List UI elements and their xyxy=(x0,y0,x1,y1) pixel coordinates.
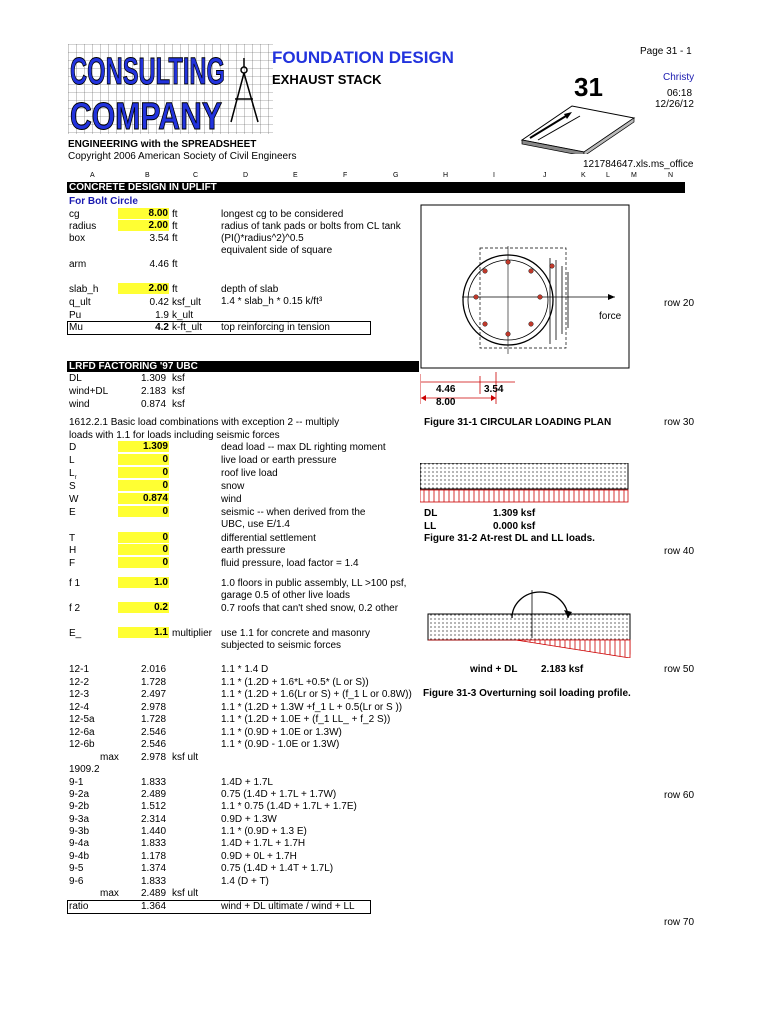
factor-desc: 0.7 roofs that can't shed snow, 0.2 other xyxy=(221,603,399,614)
row-desc: (PI()*radius^2)^0.5 xyxy=(221,233,304,244)
column-header: L xyxy=(606,172,610,179)
row-desc: equivalent side of square xyxy=(221,245,333,256)
load-desc: seismic -- when derived from the xyxy=(221,507,366,518)
row-value: 8.00 xyxy=(118,208,169,219)
row-label: Mu xyxy=(69,322,83,333)
combo-label: 9-4a xyxy=(69,838,90,849)
row-desc: top reinforcing in tension xyxy=(221,322,330,333)
row-value: 2.183 xyxy=(141,386,167,397)
combo-desc: 0.9D + 1.3W xyxy=(221,814,277,825)
engineering-tagline: ENGINEERING with the SPREADSHEET xyxy=(68,139,257,150)
load-value: 0 xyxy=(118,467,169,478)
row-marker: row 60 xyxy=(664,790,695,801)
max-label: max xyxy=(100,752,119,763)
figure-caption-2: Figure 31-2 At-rest DL and LL loads. xyxy=(424,533,595,544)
header-date: 12/26/12 xyxy=(655,99,694,110)
combo-value: 2.546 xyxy=(141,727,167,738)
load-desc: snow xyxy=(221,481,245,492)
row-marker: row 50 xyxy=(664,664,695,675)
combo-value: 1.728 xyxy=(141,677,167,688)
sheet-number: 31 xyxy=(574,72,603,102)
row-label: wind+DL xyxy=(69,386,109,397)
column-header: I xyxy=(493,172,495,179)
code-note: loads with 1.1 for loads including seismic forces xyxy=(69,430,280,441)
max-unit: ksf ult xyxy=(172,752,199,763)
max-unit: ksf ult xyxy=(172,888,199,899)
column-header: F xyxy=(343,172,348,179)
combo-value: 1.512 xyxy=(141,801,167,812)
row-desc: 1.4 * slab_h * 0.15 k/ft³ xyxy=(221,296,323,307)
load-label: $L_r$ xyxy=(69,468,77,481)
column-header: G xyxy=(393,172,399,179)
row-label: radius xyxy=(69,221,97,232)
factor-desc: subjected to seismic forces xyxy=(221,640,342,651)
load-value: 0 xyxy=(118,506,169,517)
column-header: M xyxy=(631,172,637,179)
row-label: slab_h xyxy=(69,284,99,295)
row-marker: row 40 xyxy=(664,546,695,557)
combo-desc: 1.1 * (0.9D + 1.0E or 1.3W) xyxy=(221,727,342,738)
load-desc: earth pressure xyxy=(221,545,286,556)
combo-desc: 1.1 * (1.2D + 1.3W +f_1 L + 0.5(Lr or S )) xyxy=(221,702,403,713)
file-name: 121784647.xls.ms_office xyxy=(583,159,694,170)
row-unit: ksf xyxy=(172,373,185,384)
row-label: q_ult xyxy=(69,297,91,308)
figure-at-rest-loads xyxy=(420,463,630,510)
combo-desc: 1.1 * (0.9D + 1.3 E) xyxy=(221,826,307,837)
combo-desc: 1.1 * (1.2D + 1.6(Lr or S) + (f_1 L or 0.8W)) xyxy=(221,689,412,700)
combo-value: 1.833 xyxy=(141,876,167,887)
row-value: 2.00 xyxy=(118,220,169,231)
load-label: W xyxy=(69,494,79,505)
figure-dl-label: DL xyxy=(424,508,438,519)
combo-value: 2.314 xyxy=(141,814,167,825)
combo-value: 1.833 xyxy=(141,777,167,788)
combo-label: 12-6b xyxy=(69,739,95,750)
row-value: 1.9 xyxy=(155,310,169,321)
combo-label: 9-1 xyxy=(69,777,84,788)
load-desc: roof live load xyxy=(221,468,278,479)
code-section: 1909.2 xyxy=(69,764,100,775)
figure-dim-cg: 8.00 xyxy=(436,397,456,408)
column-header: A xyxy=(90,172,95,179)
combo-label: 9-5 xyxy=(69,863,84,874)
column-header: E xyxy=(293,172,298,179)
combo-label: 12-4 xyxy=(69,702,90,713)
load-value: 0.874 xyxy=(118,493,169,504)
combo-desc: 1.4D + 1.7L xyxy=(221,777,273,788)
load-label: E xyxy=(69,507,76,518)
factor-desc: 1.0 floors in public assembly, LL >100 psf, xyxy=(221,578,407,589)
load-desc: fluid pressure, load factor = 1.4 xyxy=(221,558,359,569)
figure-overturning-profile xyxy=(426,590,632,661)
factor-value: 0.2 xyxy=(118,602,169,613)
page-number: Page 31 - 1 xyxy=(640,46,692,57)
row-label: DL xyxy=(69,373,82,384)
factor-desc: use 1.1 for concrete and masonry xyxy=(221,628,370,639)
load-label: S xyxy=(69,481,76,492)
combo-desc: 1.4D + 1.7L + 1.7H xyxy=(221,838,306,849)
row-unit: ft xyxy=(172,233,178,244)
figure-dl-value: 1.309 ksf xyxy=(493,508,536,519)
section-heading-lrfd: LRFD FACTORING '97 UBC xyxy=(67,361,419,372)
combo-label: 12-6a xyxy=(69,727,95,738)
load-value: 0 xyxy=(118,480,169,491)
row-unit: k-ft_ult xyxy=(172,322,203,333)
max-value: 2.978 xyxy=(141,752,167,763)
combo-value: 1.440 xyxy=(141,826,167,837)
copyright-text: Copyright 2006 American Society of Civil Engineers xyxy=(68,151,297,162)
row-unit: k_ult xyxy=(172,310,194,321)
factor-desc: garage 0.5 of other live loads xyxy=(221,590,350,601)
load-desc: live load or earth pressure xyxy=(221,455,337,466)
row-value: 3.54 xyxy=(149,233,169,244)
row-value: 0.42 xyxy=(149,297,169,308)
page-subtitle: EXHAUST STACK xyxy=(272,72,382,87)
column-header: N xyxy=(668,172,674,179)
figure-wind-dl-value: 2.183 ksf xyxy=(541,664,584,675)
row-unit: ft xyxy=(172,221,178,232)
row-marker: row 20 xyxy=(664,298,695,309)
figure-caption-1: Figure 31-1 CIRCULAR LOADING PLAN xyxy=(424,417,612,428)
svg-text:COMPANY: COMPANY xyxy=(70,96,222,134)
factor-unit: multiplier xyxy=(172,628,213,639)
column-header: D xyxy=(243,172,249,179)
row-desc: radius of tank pads or bolts from CL tank xyxy=(221,221,401,232)
row-label: box xyxy=(69,233,86,244)
combo-value: 2.546 xyxy=(141,739,167,750)
header-time: 06:18 xyxy=(667,88,693,99)
load-label: L xyxy=(69,455,75,466)
column-header: B xyxy=(145,172,150,179)
combo-label: 9-4b xyxy=(69,851,90,862)
load-value: 0 xyxy=(118,544,169,555)
author-name: Christy xyxy=(663,72,695,83)
max-label: max xyxy=(100,888,119,899)
column-header: C xyxy=(193,172,199,179)
combo-value: 2.497 xyxy=(141,689,167,700)
load-desc: dead load -- max DL righting moment xyxy=(221,442,386,453)
combo-label: 9-3a xyxy=(69,814,90,825)
row-label: arm xyxy=(69,259,87,270)
figure-caption-3: Figure 31-3 Overturning soil loading profile. xyxy=(423,688,631,699)
load-desc: wind xyxy=(221,494,242,505)
figure-ll-value: 0.000 ksf xyxy=(493,521,536,532)
factor-value: 1.0 xyxy=(118,577,169,588)
factor-label: f 2 xyxy=(69,603,81,614)
row-unit: ksf xyxy=(172,399,185,410)
combo-desc: 1.4 (D + T) xyxy=(221,876,269,887)
column-header: H xyxy=(443,172,449,179)
figure-dim-box: 3.54 xyxy=(484,384,504,395)
load-value: 0 xyxy=(118,532,169,543)
factor-value: 1.1 xyxy=(118,627,169,638)
combo-desc: 1.1 * 1.4 D xyxy=(221,664,269,675)
row-marker: row 30 xyxy=(664,417,695,428)
combo-label: 12-3 xyxy=(69,689,90,700)
figure-ll-label: LL xyxy=(424,521,437,532)
company-logo xyxy=(68,44,273,137)
row-unit: ft xyxy=(172,284,178,295)
page-title: FOUNDATION DESIGN xyxy=(272,48,454,67)
section-subheading: For Bolt Circle xyxy=(69,196,138,207)
combo-label: 9-3b xyxy=(69,826,90,837)
ratio-value: 1.364 xyxy=(141,901,167,912)
row-value: 2.00 xyxy=(118,283,169,294)
row-desc: longest cg to be considered xyxy=(221,209,344,220)
row-unit: ksf_ult xyxy=(172,297,201,308)
column-header: K xyxy=(581,172,586,179)
combo-value: 1.178 xyxy=(141,851,167,862)
combo-desc: 1.1 * (1.2D + 1.6*L +0.5* (L or S)) xyxy=(221,677,369,688)
row-unit: ft xyxy=(172,259,178,270)
combo-label: 12-5a xyxy=(69,714,95,725)
load-desc: differential settlement xyxy=(221,533,316,544)
row-label: Pu xyxy=(69,310,82,321)
load-label: T xyxy=(69,533,76,544)
combo-label: 9-6 xyxy=(69,876,84,887)
row-value: 1.309 xyxy=(141,373,167,384)
figure-wind-dl-label: wind + DL xyxy=(470,664,518,675)
column-header: J xyxy=(543,172,547,179)
spreadsheet-slab-icon xyxy=(520,104,636,157)
figure-dim-arm: 4.46 xyxy=(436,384,456,395)
load-label: F xyxy=(69,558,76,569)
combo-desc: 0.9D + 0L + 1.7H xyxy=(221,851,297,862)
combo-desc: 0.75 (1.4D + 1.7L + 1.7W) xyxy=(221,789,337,800)
ratio-label: ratio xyxy=(69,901,89,912)
combo-label: 12-2 xyxy=(69,677,90,688)
combo-value: 1.833 xyxy=(141,838,167,849)
row-desc: depth of slab xyxy=(221,284,279,295)
section-heading-uplift: CONCRETE DESIGN IN UPLIFT xyxy=(67,182,685,193)
ratio-desc: wind + DL ultimate / wind + LL xyxy=(221,901,355,912)
combo-desc: 1.1 * (0.9D - 1.0E or 1.3W) xyxy=(221,739,340,750)
figure-force-label: force xyxy=(599,311,622,322)
combo-label: 9-2a xyxy=(69,789,90,800)
factor-label: f 1 xyxy=(69,578,81,589)
load-value: 0 xyxy=(118,454,169,465)
combo-label: 9-2b xyxy=(69,801,90,812)
code-note: 1612.2.1 Basic load combinations with exception 2 -- multiply xyxy=(69,417,340,428)
row-unit: ft xyxy=(172,209,178,220)
combo-desc: 0.75 (1.4D + 1.4T + 1.7L) xyxy=(221,863,334,874)
combo-value: 1.728 xyxy=(141,714,167,725)
row-value: 4.2 xyxy=(155,322,169,333)
combo-desc: 1.1 * (1.2D + 1.0E + (f_1 LL_ + f_2 S)) xyxy=(221,714,391,725)
load-label: D xyxy=(69,442,77,453)
row-marker: row 70 xyxy=(664,917,695,928)
max-value: 2.489 xyxy=(141,888,167,899)
combo-value: 1.374 xyxy=(141,863,167,874)
factor-label: E_ xyxy=(69,628,82,639)
row-value: 0.874 xyxy=(141,399,167,410)
combo-value: 2.016 xyxy=(141,664,167,675)
combo-value: 2.489 xyxy=(141,789,167,800)
combo-desc: 1.1 * 0.75 (1.4D + 1.7L + 1.7E) xyxy=(221,801,357,812)
combo-value: 2.978 xyxy=(141,702,167,713)
row-label: wind xyxy=(69,399,90,410)
row-value: 4.46 xyxy=(149,259,169,270)
svg-text:CONSULTING: CONSULTING xyxy=(70,51,225,93)
load-value: 1.309 xyxy=(118,441,169,452)
row-label: cg xyxy=(69,209,80,220)
combo-label: 12-1 xyxy=(69,664,90,675)
row-unit: ksf xyxy=(172,386,185,397)
load-value: 0 xyxy=(118,557,169,568)
load-label: H xyxy=(69,545,77,556)
load-desc: UBC, use E/1.4 xyxy=(221,519,290,530)
